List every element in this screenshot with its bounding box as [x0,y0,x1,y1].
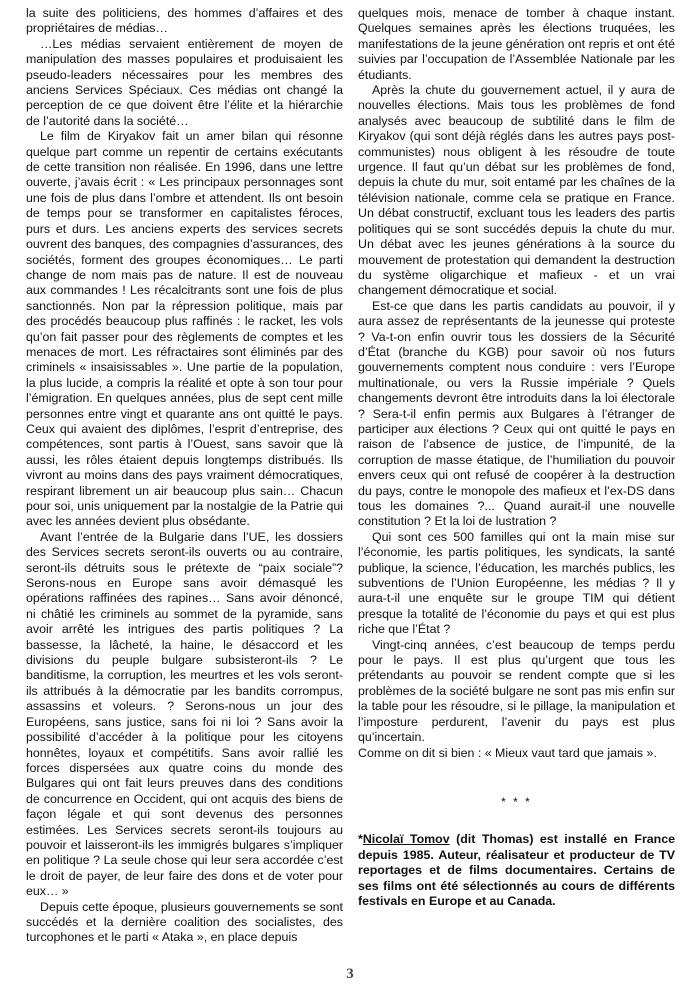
paragraph: Après la chute du gouvernement actuel, il y aura de nouvelles élections. Mais tous les problèmes de fond analysés avec beaucoup de subtilité dans le film de Kiryakov (qui sont déjà réglés dans les autres pays post-communistes) nous obligent à les résoudre de toute urgence. Il faut qu’un débat sur les problèmes de fond, depuis la chute du mur, soit entamé par les chaînes de la télévision nationale, comme cela se pratique en France. Un débat constructif, excluant tous les leaders des partis politiques qui se sont succédés depuis la chute du mur. Un débat avec les jeunes générations à la source du mouvement de protestation qui demandent la destruction du système oligarchique et mafieux - et un vrai changement démocratique et social. [358,83,675,298]
paragraph: Est-ce que dans les partis candidats au pouvoir, il y aura assez de représentants de la jeunesse qui proteste ? Va-t-on enfin ouvrir tous les dossiers de la Sécurité d’État (branche du KGB) pour savoir où nos futurs gouvernements comptent nous conduire : vers l’Europe multinationale, ou vers la Russie impériale ? Quels changements devront être introduits dans la loi électorale ? Sera-t-il enfin permis aux Bulgares à l’étranger de participer aux élections ? Ceux qui ont quitté le pays en raison de l’absence de justice, de l’impunité, de la corruption de masse étatique, de l’humiliation du pouvoir envers ceux qui ont refusé de coopérer à la destruction du pays, contre le monopole des mafieux et l’ex-DS dans tous les domaines ?... Quand aurait-il une nouvelle constitution ? Et la loi de lustration ? [358,298,675,529]
paragraph: Avant l’entrée de la Bulgarie dans l’UE, les dossiers des Services secrets seront-ils ouverts ou au contraire, seront-ils détruits sous le prétexte de “paix sociale”? Serons-nous en Europe sans avoir démasqué les opérations raffinées des rapines… Sans avoir dénoncé, ni châtié les criminels au sommet de la pyramide, sans avoir arrêté les intrigues des partis politiques ? La bassesse, la lâcheté, la haine, le désaccord et les divisions du peuple bulgare subsisteront-ils ? Le banditisme, la corruption, les meurtres et les vols seront-ils attribués à la démocratie par les bandits corrompus, assassins et voleurs. ? Serons-nous un jour des Européens, sans justice, sans foi ni loi ? Sans avoir la possibilité d’accéder à la politique pour les citoyens honnêtes, loyaux et compétitifs. Sans avoir rallié les forces dispersées aux quatre coins du monde des Bulgares qui ont fait leurs preuves dans des conditions de concurrence en Occident, qui ont acquis des biens de façon légale et qui sont devenus des personnes estimées. Les Services secrets seront-ils toujours au pouvoir et laisseront-ils les immigrés bulgares s’impliquer en politique ? La seule chose qui leur sera accordée c’est le droit de payer, de leur faire des dons et de voter pour eux… » [26,529,343,899]
left-column [26,6,343,946]
paragraph: …Les médias servaient entièrement de moyen de manipulation des masses populaires et produisaient les pseudo-leaders nécessaires pour les membres des anciens Services Spéciaux. Ces médias ont changé la perception de ce que doivent être l’élite et la hiérarchie de l’autorité dans la société… [26,36,343,128]
right-column [358,6,675,909]
author-name: Nicolaï Tomov [362,832,450,847]
closing-line: Comme on dit si bien : « Mieux vaut tard que jamais ». [358,745,657,760]
paragraph: Le film de Kiryakov fait un amer bilan qui résonne quelque part comme un repentir de certains exécutants de cette transition non réalisée. En 1996, dans une lettre ouverte, j’avais écrit : « Les principaux personnages sont une fois de plus dans l’ombre et attendent. Ils ont besoin de temps pour se transformer en capitalistes féroces, purs et durs. Les anciens experts des services secrets ouvrent des banques, des compagnies d’assurances, des sociétés, forment des groupes économiques… Le parti change de nom mais pas de nature. Il est de nouveau aux commandes ! Les récalcitrants sont une fois de plus sanctionnés. Non par la répression politique, mais par des procédés beaucoup plus raffinés : le racket, les vols qu’on fait passer pour des règlements de comptes et les menaces de mort. Les réfractaires sont éliminés par des criminels « insaisissables ». Une partie de la population, la plus lucide, a compris la réalité et opte à son tour pour l’émigration. En quelques années, plus de sept cent mille personnes entre vingt et quarante ans ont quitté le pays. Ceux qui avaient des diplômes, l’esprit d’entreprise, des compétences, sont partis à l’Ouest, sans savoir que là aussi, les rôles étaient depuis longtemps distribués. Ils vivront au moins dans des pays vraiment démocratiques, respirant librement un air beaucoup plus sain… Chacun pour soi, unis uniquement par la nostalgie de la Patrie qui avec les années devient plus obsédante. [26,129,343,529]
section-separator: * * * [501,794,532,809]
author-bio-text: (dit Thomas) est installé en France depuis 1985. Auteur, réalisateur et producteur de TV reportages et de films documentaires. Certains de ses films ont été sélectionnés au cours de différents festivals en Europe et au Canada. [358,832,676,908]
paragraph: la suite des politiciens, des hommes d’affaires et des propriétaires de médias… [26,6,343,36]
footnote-marker: * [358,832,363,847]
page-number: 3 [346,966,354,982]
paragraph: Qui sont ces 500 familles qui ont la main mise sur l’économie, les partis politiques, les syndicats, la santé publique, la science, l’éducation, les marchés publics, les subventions de l’Union Européenne, les médias ? Il y aura-t-il une enquête sur le groupe TIM qui détient presque la totalité de l’économie du pays et qui est plus riche que l’État ? [358,529,675,637]
paragraph: Depuis cette époque, plusieurs gouvernements se sont succédés et la dernière coalition des socialistes, des turcophones et le parti « Ataka », en place depuis [26,899,343,945]
author-bio [358,832,675,909]
paragraph: Vingt-cinq années, c’est beaucoup de temps perdu pour le pays. Il est plus qu’urgent que tous les prétendants au pouvoir se rendent compte que si les problèmes de la société bulgare ne sont pas mis enfin sur la table pour les résoudre, si le pillage, la manipulation et l’imposture perdurent, l’avenir du pays est plus qu’incertain. [358,637,675,745]
paragraph: quelques mois, menace de tomber à chaque instant. Quelques semaines après les élections truquées, les manifestations de la jeune génération ont repris et ont été suivies par l’occupation de l’Assemblée Nationale par les étudiants. [358,6,675,82]
